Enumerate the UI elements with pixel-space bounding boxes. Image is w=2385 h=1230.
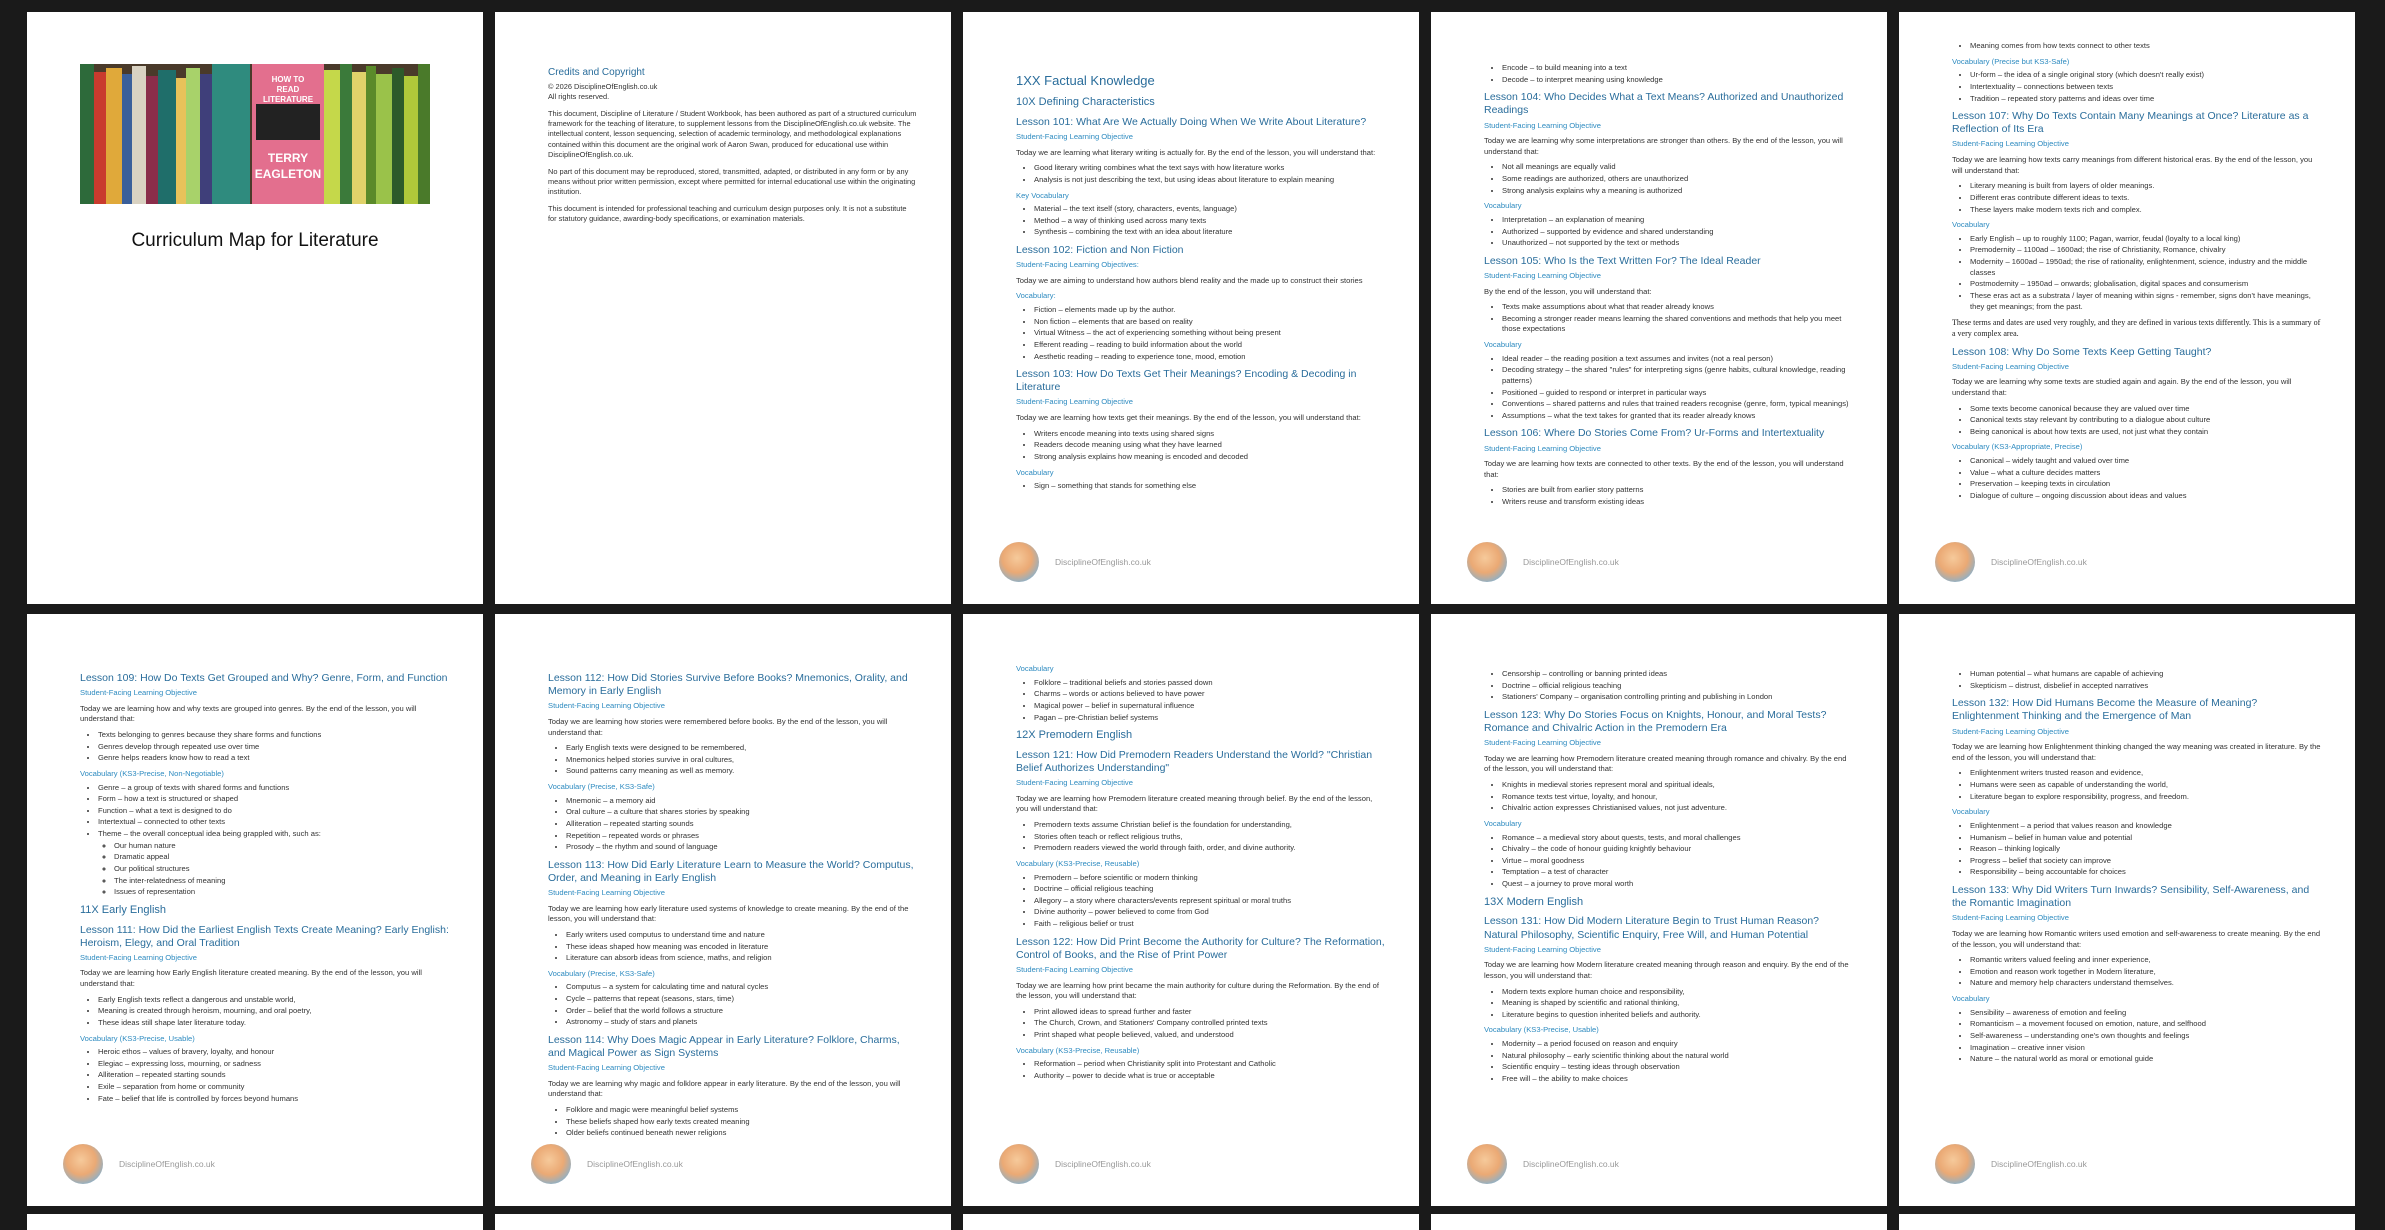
lesson-heading: Lesson 102: Fiction and Non Fiction [1016, 244, 1184, 257]
lesson-heading: Lesson 109: How Do Texts Get Grouped and Why? Genre, Form, and Function [80, 672, 448, 684]
page-footer [1935, 542, 2087, 582]
book-author-eagleton: EAGLETON [254, 167, 322, 181]
site-logo-icon [1467, 1144, 1507, 1184]
page-11-top [27, 1214, 483, 1230]
page-5: • Meaning comes from how texts connect to other texts Vocabulary (Precise but KS3-Safe) • Ur-form – the idea of a single original story (which doesn't really exist) • Intertextuality – connections between texts • Tradition – repeated story patterns and ideas over time Lesson 107: Why Do Texts Contain Many Meanings at Once? Literature as a Reflection of Its Era Student-Facing Learning Objective Today we are learning how texts carry meanings from different historical eras. By the end of the lesson, you will understand that: • Literary meaning is built from layers of older meanings. • Different eras contribute different ideas to texts. • These layers make modern texts rich and complex. Vocabulary • Early English – up to roughly 1100; Pagan, warrior, feudal (loyalty to a local king) • Premodernity – 1100ad – 1600ad; the rise of Christianity, Romance, chivalry • Modernity – 1600ad – 1950ad; the rise of rationality, enlightenment, science, industry and the middle classes • Postmodernity – 1950ad – onwards; globalisation, digital spaces and consumerism • These eras act as a substrata / layer of meaning within signs - remember, signs don't have meanings, they get meanings; from the past. These terms and dates are used very roughly, and they are defined in various texts differently. This is a summary of a very complex area. Lesson 108: Why Do Some Texts Keep Getting Taught? Student-Facing Learning Objective Today we are learning why some texts are studied again and again. By the end of the lesson, you will understand that: • Some texts become canonical because they are valued over time • Canonical texts stay relevant by contributing to a dialogue about culture • Being canonical is about how texts are used, not just what they contain Vocabulary (KS3-Appropriate, Precise) • Canonical – widely taught and valued over time • Value – what a culture decides matters • Preservation – keeping texts in circulation • Dialogue of culture – ongoing discussion about ideas and values DisciplineOfEnglish.co.uk [1899, 12, 2355, 604]
section-heading: 13X Modern English [1484, 895, 1584, 908]
page-footer [1467, 1144, 1619, 1184]
lesson-heading: Lesson 122: How Did Print Become the Authority for Culture? The Reformation, Control of Books, and the Rise of Print Power [1016, 935, 1385, 961]
lesson-heading: Lesson 101: What Are We Actually Doing When We Write About Literature? [1016, 115, 1367, 128]
site-logo-icon [531, 1144, 571, 1184]
site-url[interactable]: DisciplineOfEnglish.co.uk [1055, 1159, 1151, 1169]
lesson-heading: Lesson 111: How Did the Earliest English Texts Create Meaning? Early English: Heroism, Elegy, and Oral Tradition [80, 923, 449, 949]
list: • Good literary writing combines what the text says with how literature works • Analysis is not just describing the text, but using ideas about literature to explain meaning [1034, 163, 1385, 185]
cover-image [80, 64, 430, 204]
lesson-heading: Lesson 106: Where Do Stories Come From? Ur-Forms and Intertextuality [1484, 427, 1825, 440]
lesson-heading: Lesson 108: Why Do Some Texts Keep Getting Taught? [1952, 345, 2212, 358]
page-4: • Encode – to build meaning into a text • Decode – to interpret meaning using knowledge Lesson 104: Who Decides What a Text Means? Authorized and Unauthorized Readings Student-Facing Learning Objective Today we are learning why some interpretations are stronger than others. By the end of the lesson, you will understand that: • Not all meanings are equally valid • Some readings are authorized, others are unauthorized • Strong analysis explains why a meaning is authorized Vocabulary • Interpretation – an explanation of meaning • Authorized – supported by evidence and shared understanding • Unauthorized – not supported by the text or methods Lesson 105: Who Is the Text Written For? The Ideal Reader Student-Facing Learning Objective By the end of the lesson, you will understand that: • Texts make assumptions about what that reader already knows • Becoming a stronger reader means learning the shared conventions and methods that help you meet those expectations Vocabulary • Ideal reader – the reading position a text assumes and invites (not a real person) • Decoding strategy – the shared "rules" for interpreting signs (genre habits, cultural knowledge, reading patterns) • Positioned – guided to respond or interpret in particular ways • Conventions – shared patterns and rules that trained readers recognise (genre, form, typical meanings) • Assumptions – what the text takes for granted that its reader already knows Lesson 106: Where Do Stories Come From? Ur-Forms and Intertextuality Student-Facing Learning Objective Today we are learning how texts are connected to other texts. By the end of the lesson, you will understand that: • Stories are built from earlier story patterns • Writers reuse and transform existing ideas DisciplineOfEnglish.co.uk [1431, 12, 1887, 604]
page-footer [63, 1144, 215, 1184]
lesson-heading: Lesson 123: Why Do Stories Focus on Knights, Honour, and Moral Tests? Romance and Chivalric Action in the Premodern Era [1484, 708, 1827, 734]
page-12-top [495, 1214, 951, 1230]
lesson-heading: Lesson 133: Why Did Writers Turn Inwards? Sensibility, Self-Awareness, and the Romantic Imagination [1952, 884, 2310, 910]
lesson-heading: Lesson 105: Who Is the Text Written For? The Ideal Reader [1484, 254, 1761, 267]
page-8: Vocabulary • Folklore – traditional beliefs and stories passed down • Charms – words or actions believed to have power • Magical power – belief in supernatural influence • Pagan – pre-Christian belief systems 12X Premodern English Lesson 121: How Did Premodern Readers Understand the World? "Christian Belief Authorizes Understanding" Student-Facing Learning Objective Today we are learning how Premodern literature created meaning through belief. By the end of the lesson, you will understand that: • Premodern texts assume Christian belief is the foundation for understanding, • Stories often teach or reflect religious truths, • Premodern readers viewed the world through faith, order, and divine authority. Vocabulary (KS3-Precise, Reusable) • Premodern – before scientific or modern thinking • Doctrine – official religious teaching • Allegory – a story where characters/events represent spiritual or moral truths • Divine authority – power believed to come from God • Faith – religious belief or trust Lesson 122: How Did Print Become the Authority for Culture? The Reformation, Control of Books, and the Rise of Print Power Student-Facing Learning Objective Today we are learning how print became the main authority for culture during the Reformation. By the end of the lesson, you will understand that: • Print allowed ideas to spread further and faster • The Church, Crown, and Stationers' Company controlled printed texts • Print shaped what people believed, valued, and understood Vocabulary (KS3-Precise, Reusable) • Reformation – period when Christianity split into Protestant and Catholic • Authority – power to decide what is true or acceptable DisciplineOfEnglish.co.uk [963, 614, 1419, 1206]
lesson-heading: Lesson 112: How Did Stories Survive Before Books? Mnemonics, Orality, and Memory in Early English [548, 672, 908, 698]
site-logo-icon [63, 1144, 103, 1184]
lesson-heading: Lesson 104: Who Decides What a Text Means? Authorized and Unauthorized Readings [1484, 91, 1844, 117]
page-6: Lesson 109: How Do Texts Get Grouped and Why? Genre, Form, and Function Student-Facing Learning Objective Today we are learning how and why texts are grouped into genres. By the end of the lesson, you will understand that: • Texts belonging to genres because they share forms and functions • Genres develop through repeated use over time • Genre helps readers know how to read a text Vocabulary (KS3-Precise, Non-Negotiable) • Genre – a group of texts with shared forms and functions • Form – how a text is structured or shaped • Function – what a text is designed to do • Intertextual – connected to other texts • Theme – the overall conceptual idea being grappled with, such as: ◦ Our human nature ◦ Dramatic appeal ◦ Our political structures ◦ The inter-relatedness of meaning ◦ Issues of representation 11X Early English Lesson 111: How Did the Earliest English Texts Create Meaning? Early English: Heroism, Elegy, and Oral Tradition Student-Facing Learning Objective Today we are learning how Early English literature created meaning. By the end of the lesson, you will understand that: • Early English texts reflect a dangerous and unstable world, • Meaning is created through heroism, mourning, and oral poetry, • These ideas still shape later literature today. Vocabulary (KS3-Precise, Usable) • Heroic ethos – values of bravery, loyalty, and honour • Elegiac – expressing loss, mourning, or sadness • Alliteration – repeated starting sounds • Exile – separation from home or community • Fate – belief that life is controlled by forces beyond humans DisciplineOfEnglish.co.uk [27, 614, 483, 1206]
book-author-terry: TERRY [267, 151, 309, 165]
site-logo-icon [999, 1144, 1039, 1184]
site-logo-icon [1935, 1144, 1975, 1184]
svg-text:LITERATURE: LITERATURE [262, 95, 314, 104]
site-url[interactable]: DisciplineOfEnglish.co.uk [1991, 557, 2087, 567]
site-url[interactable]: DisciplineOfEnglish.co.uk [1055, 557, 1151, 567]
lesson-heading: Lesson 107: Why Do Texts Contain Many Meanings at Once? Literature as a Reflection of Its Era [1952, 110, 2309, 136]
site-url[interactable]: DisciplineOfEnglish.co.uk [119, 1159, 215, 1169]
cover-title: Curriculum Map for Literature [131, 230, 379, 251]
site-logo-icon [999, 542, 1039, 582]
page-13-top [963, 1214, 1419, 1230]
book-title-1: HOW TO [271, 75, 305, 84]
page-15-top [1899, 1214, 2355, 1230]
site-logo-icon [1467, 542, 1507, 582]
page-footer [1467, 542, 1619, 582]
site-logo-icon [1935, 542, 1975, 582]
page-10: • Human potential – what humans are capable of achieving • Skepticism – distrust, disbelief in accepted narratives Lesson 132: How Did Humans Become the Measure of Meaning? Enlightenment Thinking and the Emergence of Man Student-Facing Learning Objective Today we are learning how Enlightenment thinking changed the way meaning was created in literature. By the end of the lesson, you will understand that: • Enlightenment writers trusted reason and evidence, • Humans were seen as capable of understanding the world, • Literature began to explore responsibility, progress, and freedom. Vocabulary • Enlightenment – a period that values reason and knowledge • Humanism – belief in human value and potential • Reason – thinking logically • Progress – belief that society can improve • Responsibility – being accountable for choices Lesson 133: Why Did Writers Turn Inwards? Sensibility, Self-Awareness, and the Romantic Imagination Student-Facing Learning Objective Today we are learning how Romantic writers used emotion and self-awareness to create meaning. By the end of the lesson, you will understand that: • Romantic writers valued feeling and inner experience, • Emotion and reason work together in Modern literature, • Nature and memory help characters understand themselves. Vocabulary • Sensibility – awareness of emotion and feeling • Romanticism – a movement focused on emotion, nature, and selfhood • Self-awareness – understanding one's own thoughts and feelings • Imagination – creative inner vision • Nature – the natural world as moral or emotional guide DisciplineOfEnglish.co.uk [1899, 614, 2355, 1206]
site-url[interactable]: DisciplineOfEnglish.co.uk [1523, 1159, 1619, 1169]
site-url[interactable]: DisciplineOfEnglish.co.uk [1991, 1159, 2087, 1169]
lesson-heading: Lesson 131: How Did Modern Literature Begin to Trust Human Reason? Natural Philosophy, Scientific Enquiry, Free Will, and Human Potential [1484, 915, 1820, 941]
lesson-heading: Lesson 113: How Did Early Literature Learn to Measure the World? Computus, Order, and Meaning in Early English [548, 858, 914, 884]
page-cover [27, 12, 483, 604]
credits-heading: Credits and Copyright [548, 67, 645, 78]
page-credits: Credits and Copyright © 2026 DisciplineOfEnglish.co.uk All rights reserved. This document, Discipline of Literature / Student Workbook, has been authored as part of a structured curriculum framework for the teaching of literature, to supplement lessons from the DisciplineOfEnglish.co.uk website. The intellectual content, lesson sequencing, selection of academic terminology, and methodological explanations contained within this document are the original work of Aaron Swan, produced for educational use within DisciplineOfEnglish.co.uk. No part of this document may be reproduced, stored, transmitted, adapted, or distributed in any form or by any means without prior written permission, except where permitted for internal educational use within the originating institution. This document is intended for professional teaching and curriculum design purposes only. It is not a substitute for statutory guidance, awarding-body specifications, or examination materials. [495, 12, 951, 604]
section-heading: 1XX Factual Knowledge [1016, 73, 1155, 88]
section-heading: 11X Early English [80, 903, 167, 916]
page-footer [531, 1144, 683, 1184]
page-footer [1935, 1144, 2087, 1184]
page-footer [999, 1144, 1151, 1184]
bookshelf-illustration [80, 64, 430, 204]
lesson-heading: Lesson 121: How Did Premodern Readers Understand the World? "Christian Belief Authorizes Understanding" [1016, 748, 1373, 774]
section-heading: 12X Premodern English [1016, 729, 1133, 742]
site-url[interactable]: DisciplineOfEnglish.co.uk [1523, 557, 1619, 567]
page-3: 1XX Factual Knowledge 10X Defining Characteristics Lesson 101: What Are We Actually Doing When We Write About Literature? Student-Facing Learning Objective Today we are learning what literary writing is actually for. By the end of the lesson, you will understand that: • Good literary writing combines what the text says with how literature works • Analysis is not just describing the text, but using ideas about literature to explain meaning Key Vocabulary • Material – the text itself (story, characters, events, language) • Method – a way of thinking used across many texts • Synthesis – combining the text with an idea about literature Lesson 102: Fiction and Non Fiction Student-Facing Learning Objectives: Today we are aiming to understand how authors blend reality and the made up to construct their stories Vocabulary: • Fiction – elements made up by the author. • Non fiction – elements that are based on reality • Virtual Witness – the act of experiencing something without being present • Efferent reading – reading to build information about the world • Aesthetic reading – reading to experience tone, mood, emotion Lesson 103: How Do Texts Get Their Meanings? Encoding & Decoding in Literature Student-Facing Learning Objective Today we are learning how texts get their meanings. By the end of the lesson, you will understand that: • Writers encode meaning into texts using shared signs • Readers decode meaning using what they have learned • Strong analysis explains how meaning is encoded and decoded Vocabulary • Sign – something that stands for something else DisciplineOfEnglish.co.uk [963, 12, 1419, 604]
page-14-top [1431, 1214, 1887, 1230]
page-9: • Censorship – controlling or banning printed ideas • Doctrine – official religious teaching • Stationers' Company – organisation controlling printing and publishing in London Lesson 123: Why Do Stories Focus on Knights, Honour, and Moral Tests? Romance and Chivalric Action in the Premodern Era Student-Facing Learning Objective Today we are learning how Premodern literature created meaning through romance and chivalry. By the end of the lesson, you will understand that: • Knights in medieval stories represent moral and spiritual ideals, • Romance texts test virtue, loyalty, and honour, • Chivalric action expresses Christianised values, not just adventure. Vocabulary • Romance – a medieval story about quests, tests, and moral challenges • Chivalry – the code of honour guiding knightly behaviour • Virtue – moral goodness • Temptation – a test of character • Quest – a journey to prove moral worth 13X Modern English Lesson 131: How Did Modern Literature Begin to Trust Human Reason? Natural Philosophy, Scientific Enquiry, Free Will, and Human Potential Student-Facing Learning Objective Today we are learning how Modern literature created meaning through reason and enquiry. By the end of the lesson, you will understand that: • Modern texts explore human choice and responsibility, • Meaning is shaped by scientific and rational thinking, • Literature begins to question inherited beliefs and authority. Vocabulary (KS3-Precise, Usable) • Modernity – a period focused on reason and enquiry • Natural philosophy – early scientific thinking about the natural world • Scientific enquiry – testing ideas through observation • Free will – the ability to make choices DisciplineOfEnglish.co.uk [1431, 614, 1887, 1206]
svg-text:READ: READ [276, 85, 300, 94]
site-url[interactable]: DisciplineOfEnglish.co.uk [587, 1159, 683, 1169]
lesson-heading: Lesson 132: How Did Humans Become the Measure of Meaning? Enlightenment Thinking and the Emergence of Man [1952, 697, 2258, 723]
lesson-heading: Lesson 103: How Do Texts Get Their Meanings? Encoding & Decoding in Literature [1016, 368, 1357, 394]
page-footer [999, 542, 1151, 582]
lesson-heading: Lesson 114: Why Does Magic Appear in Early Literature? Folklore, Charms, and Magical Power as Sign Systems [548, 1033, 900, 1059]
page-7: Lesson 112: How Did Stories Survive Before Books? Mnemonics, Orality, and Memory in Early English Student-Facing Learning Objective Today we are learning how stories were remembered before books. By the end of the lesson, you will understand that: • Early English texts were designed to be remembered, • Mnemonics helped stories survive in oral cultures, • Sound patterns carry meaning as well as memory. Vocabulary (Precise, KS3-Safe) • Mnemonic – a memory aid • Oral culture – a culture that shares stories by speaking • Alliteration – repeated starting sounds • Repetition – repeated words or phrases • Prosody – the rhythm and sound of language Lesson 113: How Did Early Literature Learn to Measure the World? Computus, Order, and Meaning in Early English Student-Facing Learning Objective Today we are learning how early literature used systems of knowledge to create meaning. By the end of the lesson, you will understand that: • Early writers used computus to understand time and nature • These ideas shaped how meaning was encoded in literature • Literature can absorb ideas from science, maths, and religion Vocabulary (Precise, KS3-Safe) • Computus – a system for calculating time and natural cycles • Cycle – patterns that repeat (seasons, stars, time) • Order – belief that the world follows a structure • Astronomy – study of stars and planets Lesson 114: Why Does Magic Appear in Early Literature? Folklore, Charms, and Magical Power as Sign Systems Student-Facing Learning Objective Today we are learning why magic and folklore appear in early literature. By the end of the lesson, you will understand that: • Folklore and magic were meaningful belief systems • These beliefs shaped how early texts created meaning • Older beliefs continued beneath newer religions DisciplineOfEnglish.co.uk [495, 614, 951, 1206]
